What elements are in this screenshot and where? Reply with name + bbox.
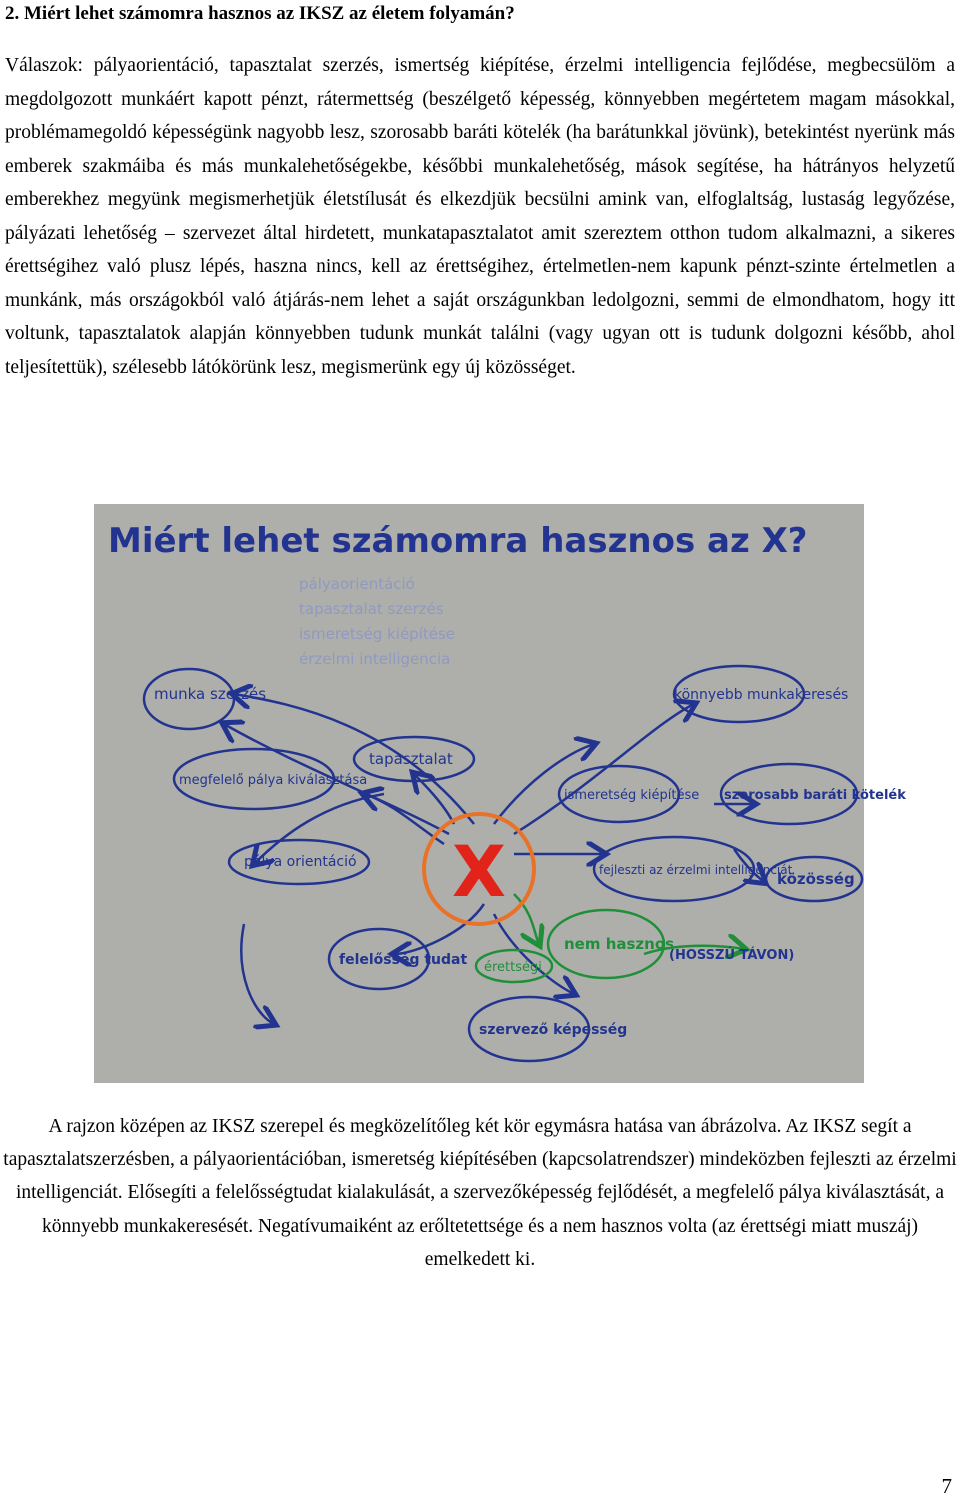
faded-item: ismeretség kiépítése [299,625,456,643]
node-megfelelo-palya: megfelelő pálya kiválasztása [179,773,368,788]
center-x-label: X [452,831,506,913]
poster-photo [94,504,906,1083]
page-number: 7 [941,1474,952,1498]
node-szervezo: szervező képesség [479,1022,628,1038]
figure-caption: A rajzon középen az IKSZ szerepel és megközelítőleg két kör egymásra hatása van ábrázolva. Az IKSZ segít a tapasztalatszerzésben, a pályaorientációban, ismeretség kiépítésében (kapcsolatrendszer) mindeközben fejleszti az érzelmi intelligenciát. Elősegíti a felelősségtudat kialakulását, a szervezőképesség fejlődését, a megfelelő pálya kiválasztását, a könnyebb munkakeresését. Negatívumaiként az erőltetettsége és a nem hasznos volta (az érettségi miatt muszáj) emelkedett ki. [3,1116,957,1270]
node-felelosseg: felelősség tudat [339,952,468,968]
node-palya-orientacio: pálya orientáció [244,854,357,870]
faded-item: tapasztalat szerzés [299,600,444,618]
faded-item: pályaorientáció [299,575,415,593]
node-munkakereses: könnyebb munkakeresés [674,687,849,703]
node-kozosseg: közösség [777,870,855,888]
poster-drawing [94,504,906,1083]
node-nem-hasznos: nem hasznos [564,935,675,953]
node-munka-szerzes: munka szerzés [154,685,267,703]
node-tapasztalat: tapasztalat [369,750,453,768]
node-erettsegi: érettségi [484,960,542,975]
node-fejleszti: fejleszti az érzelmi intelligenciát [599,863,793,877]
poster-title: Miért lehet számomra hasznos az X? [108,521,808,561]
section-heading: 2. Miért lehet számomra hasznos az IKSZ az életem folyamán? [5,3,515,24]
node-szorosabb: szorosabb baráti kötelék [724,788,906,803]
answer-paragraph: Válaszok: pályaorientáció, tapasztalat szerzés, ismertség kiépítése, érzelmi intelligencia fejlődése, megbecsülöm a megdolgozott munkáért kapott pénzt, rátermettség (beszélgető képesség, könnyebben megértetem magam másokkal, problémamegoldó képességünk nagyobb lesz, szorosabb baráti kötelék (ha barátunkkal jövünk), betekintést nyerünk más emberek szakmáiba és más munkalehetőségekbe, későbbi munkalehetőség, mások segítése, ha hátrányos helyzetű emberekhez megyünk megismerhetjük életstílusát és elkezdjük becsülni amink van, elfoglaltság, lustaság legyőzése, pályázati lehetőség – szervezet által hirdetett, munkatapasztalatot amit szereztem otthon tudom alkalmazni, a sikeres érettségihez való plusz lépés, haszna nincs, kell az érettségihez, értelmetlen-nem kapunk pénzt-szinte értelmetlen a munkánk, más országokból való átjárás-nem lehet a saját országunkban ledolgozni, semmi de elmondhatom, hogy itt voltunk, tapasztalatok alapján könnyebben tudunk munkát találni (vagy ugyan ott is tudunk dolgozni később, ahol teljesítettük), szélesebb látókörünk lesz, megismerünk egy új közösséget. [5,55,955,378]
faded-item: érzelmi intelligencia [299,650,451,668]
node-ismeretseg: ismeretség kiépítése [564,788,700,803]
node-hosszu-tavon: (HOSSZÚ TÁVON) [669,948,795,963]
